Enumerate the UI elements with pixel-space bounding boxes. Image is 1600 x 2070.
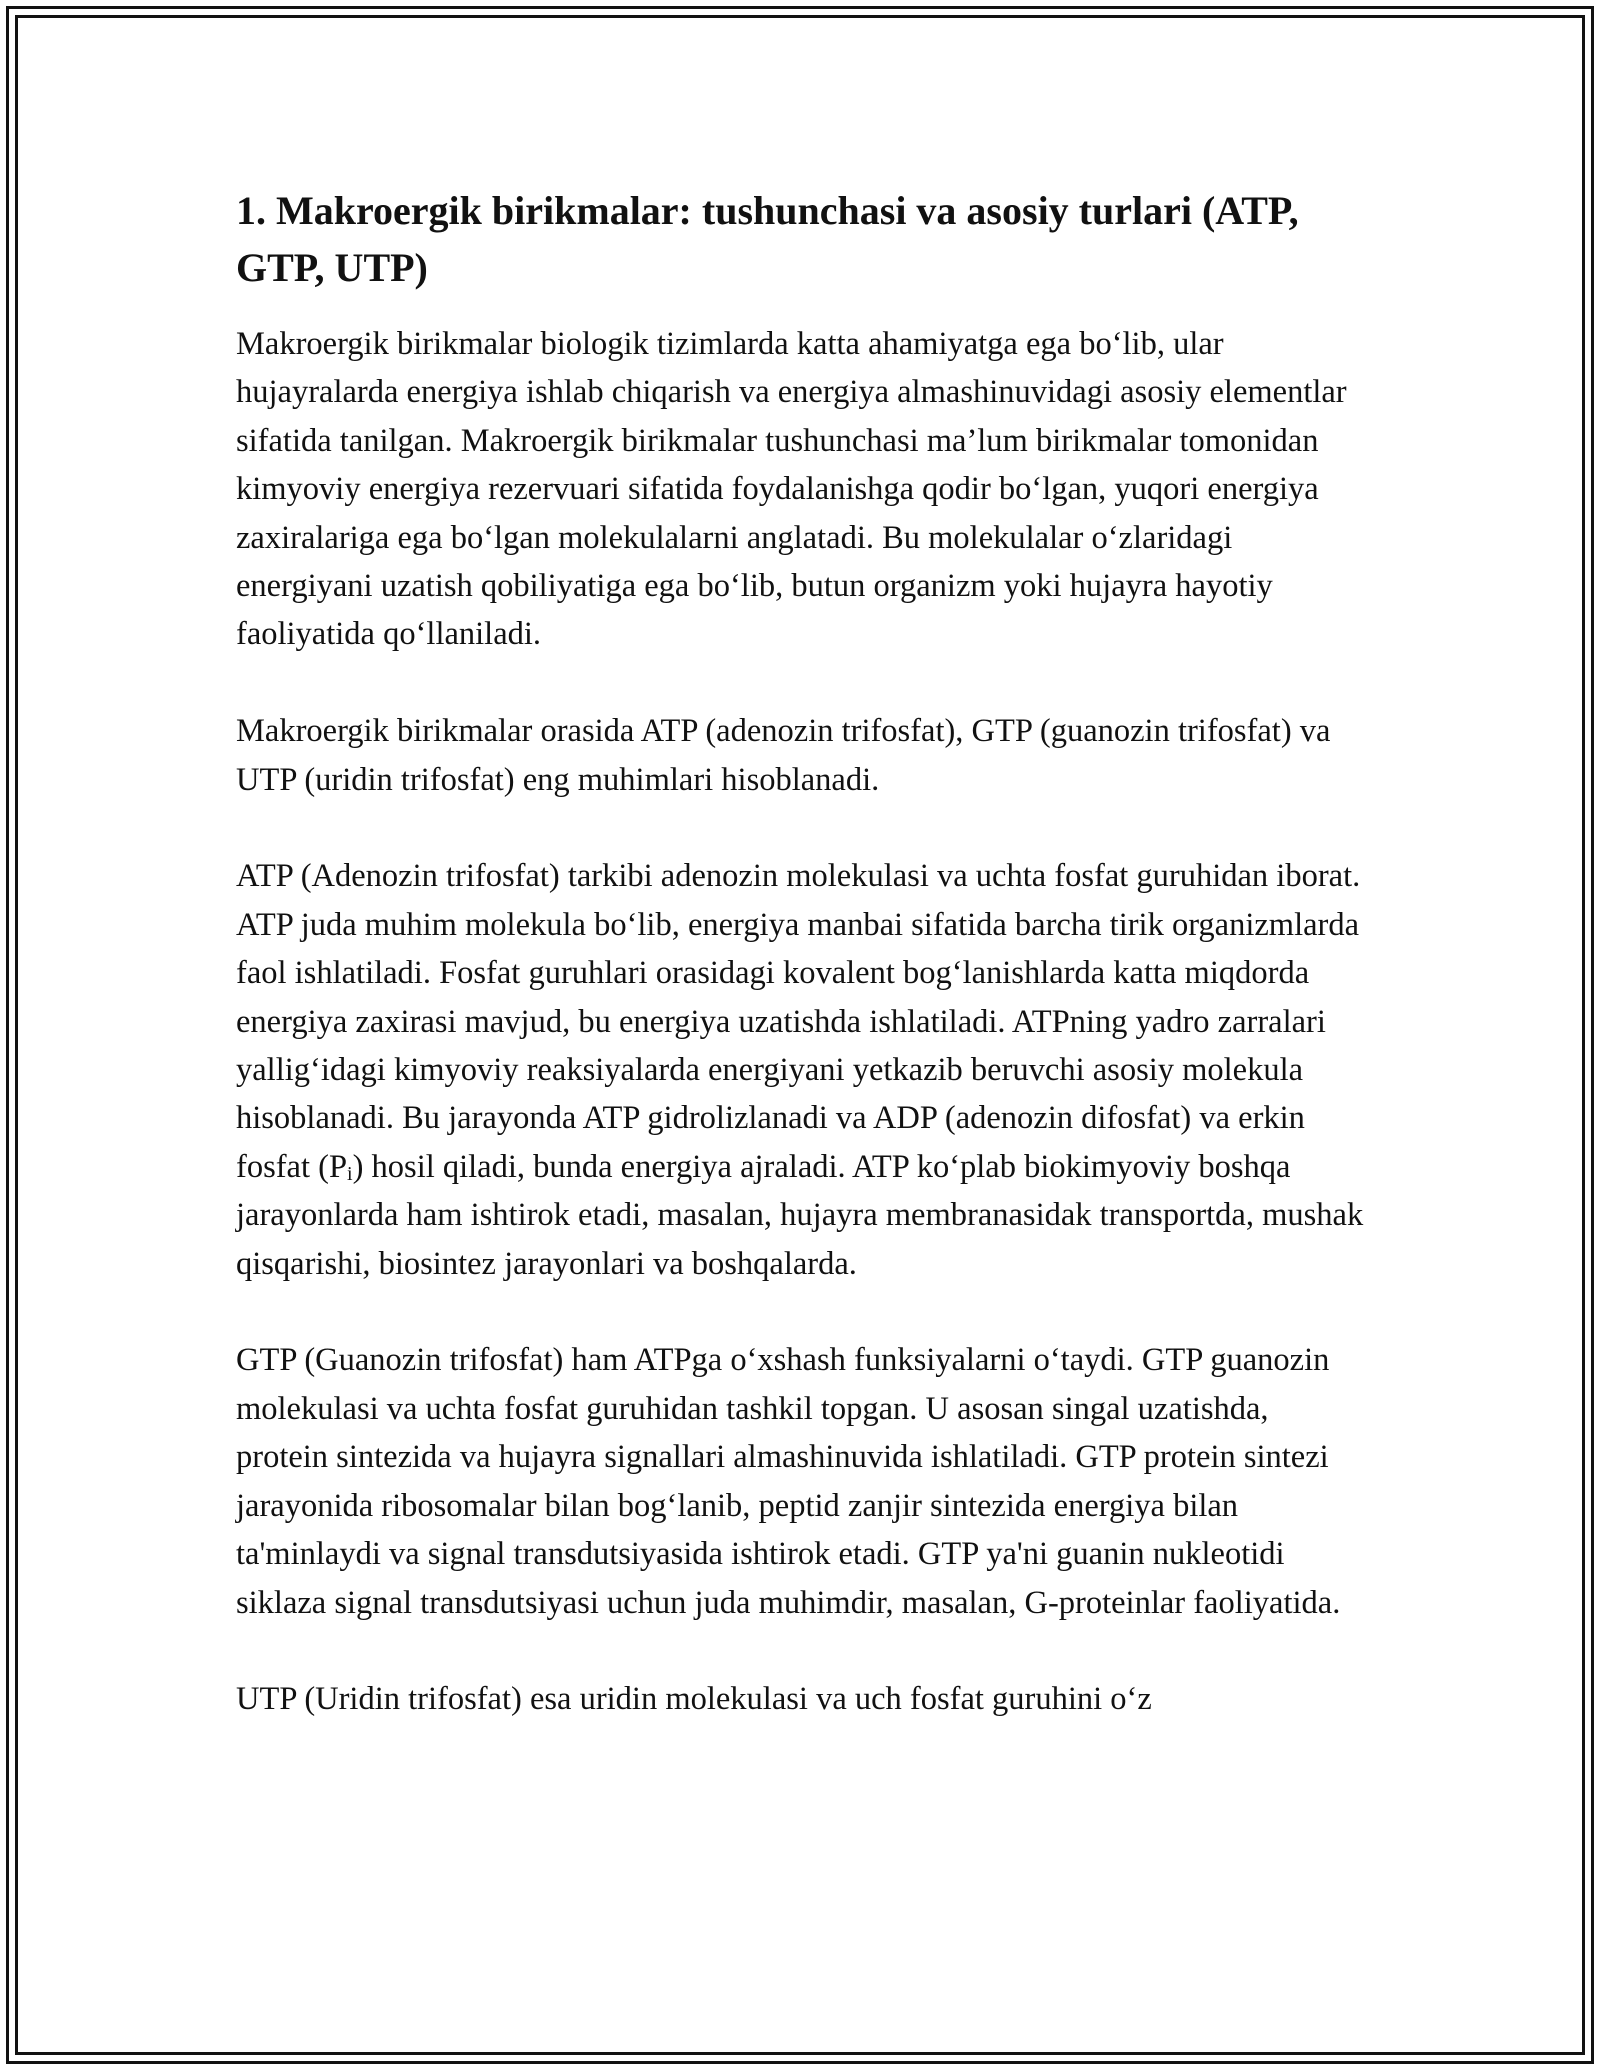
paragraph-gtp: GTP (Guanozin trifosfat) ham ATPga o‘xshash funksiyalarni o‘taydi. GTP guanozin molekulasi va uchta fosfat guruhidan tashkil topgan. U asosan singal uzatishda, protein sintezida va hujayra signallari almashinuvida ishlatiladi. GTP protein sintezi jarayonida ribosomalar bilan bog‘lanib, peptid zanjir sintezida energiya bilan ta'minlaydi va signal transdutsiyasida ishtirok etadi. GTP ya'ni guanin nukleotidi siklaza signal transdutsiyasi uchun juda muhimdir, masalan, G-proteinlar faoliyatida. [236, 1342, 1341, 1621]
paragraph-intro: Makroergik birikmalar biologik tizimlarda katta ahamiyatga ega bo‘lib, ular hujayralarda energiya ishlab chiqarish va energiya almashinuvidagi asosiy elementlar sifatida tanilgan. Makroergik birikmalar tushunchasi ma’lum birikmalar tomonidan kimyoviy energiya rezervuari sifatida foydalanishga qodir bo‘lgan, yuqori energiya zaxiralariga ega bo‘lgan molekulalarni anglatadi. Bu molekulalar o‘zlaridagi energiyani uzatish qobiliyatiga ega bo‘lib, butun organizm yoki hujayra hayotiy faoliyatida qo‘llaniladi. [236, 326, 1347, 653]
paragraph-main-compounds: Makroergik birikmalar orasida ATP (adenozin trifosfat), GTP (guanozin trifosfat) va UTP (uridin trifosfat) eng muhimlari hisoblanadi. [236, 713, 1331, 798]
section-heading: 1. Makroergik birikmalar: tushunchasi va asosiy turlari (ATP, GTP, UTP) [236, 188, 1299, 290]
paragraph-utp: UTP (Uridin trifosfat) esa uridin molekulasi va uch fosfat guruhini o‘z [236, 1681, 1152, 1718]
phosphate-subscript: i [347, 1162, 353, 1185]
paragraph-atp-text-2: ) hosil qiladi, bunda energiya ajraladi. ATP ko‘plab biokimyoviy boshqa jarayonlarda ham ishtirok etadi, masalan, hujayra membranasidak transportda, mushak qisqarishi, biosintez jarayonlari va boshqalarda. [236, 1148, 1364, 1282]
document-body [236, 182, 1366, 1772]
paragraph-atp-text-1: ATP (Adenozin trifosfat) tarkibi adenozin molekulasi va uchta fosfat guruhidan iborat. ATP juda muhim molekula bo‘lib, energiya manbai sifatida barcha tirik organizmlarda faol ishlatiladi. Fosfat guruhlari orasidagi kovalent bog‘lanishlarda katta miqdorda energiya zaxirasi mavjud, bu energiya uzatishda ishlatiladi. ATPning yadro zarralari yallig‘idagi kimyoviy reaksiyalarda energiyani yetkazib beruvchi asosiy molekula hisoblanadi. Bu jarayonda ATP gidrolizlanadi va ADP (adenozin difosfat) va erkin fosfat (P [236, 858, 1361, 1185]
paragraph-atp [236, 852, 1366, 1288]
